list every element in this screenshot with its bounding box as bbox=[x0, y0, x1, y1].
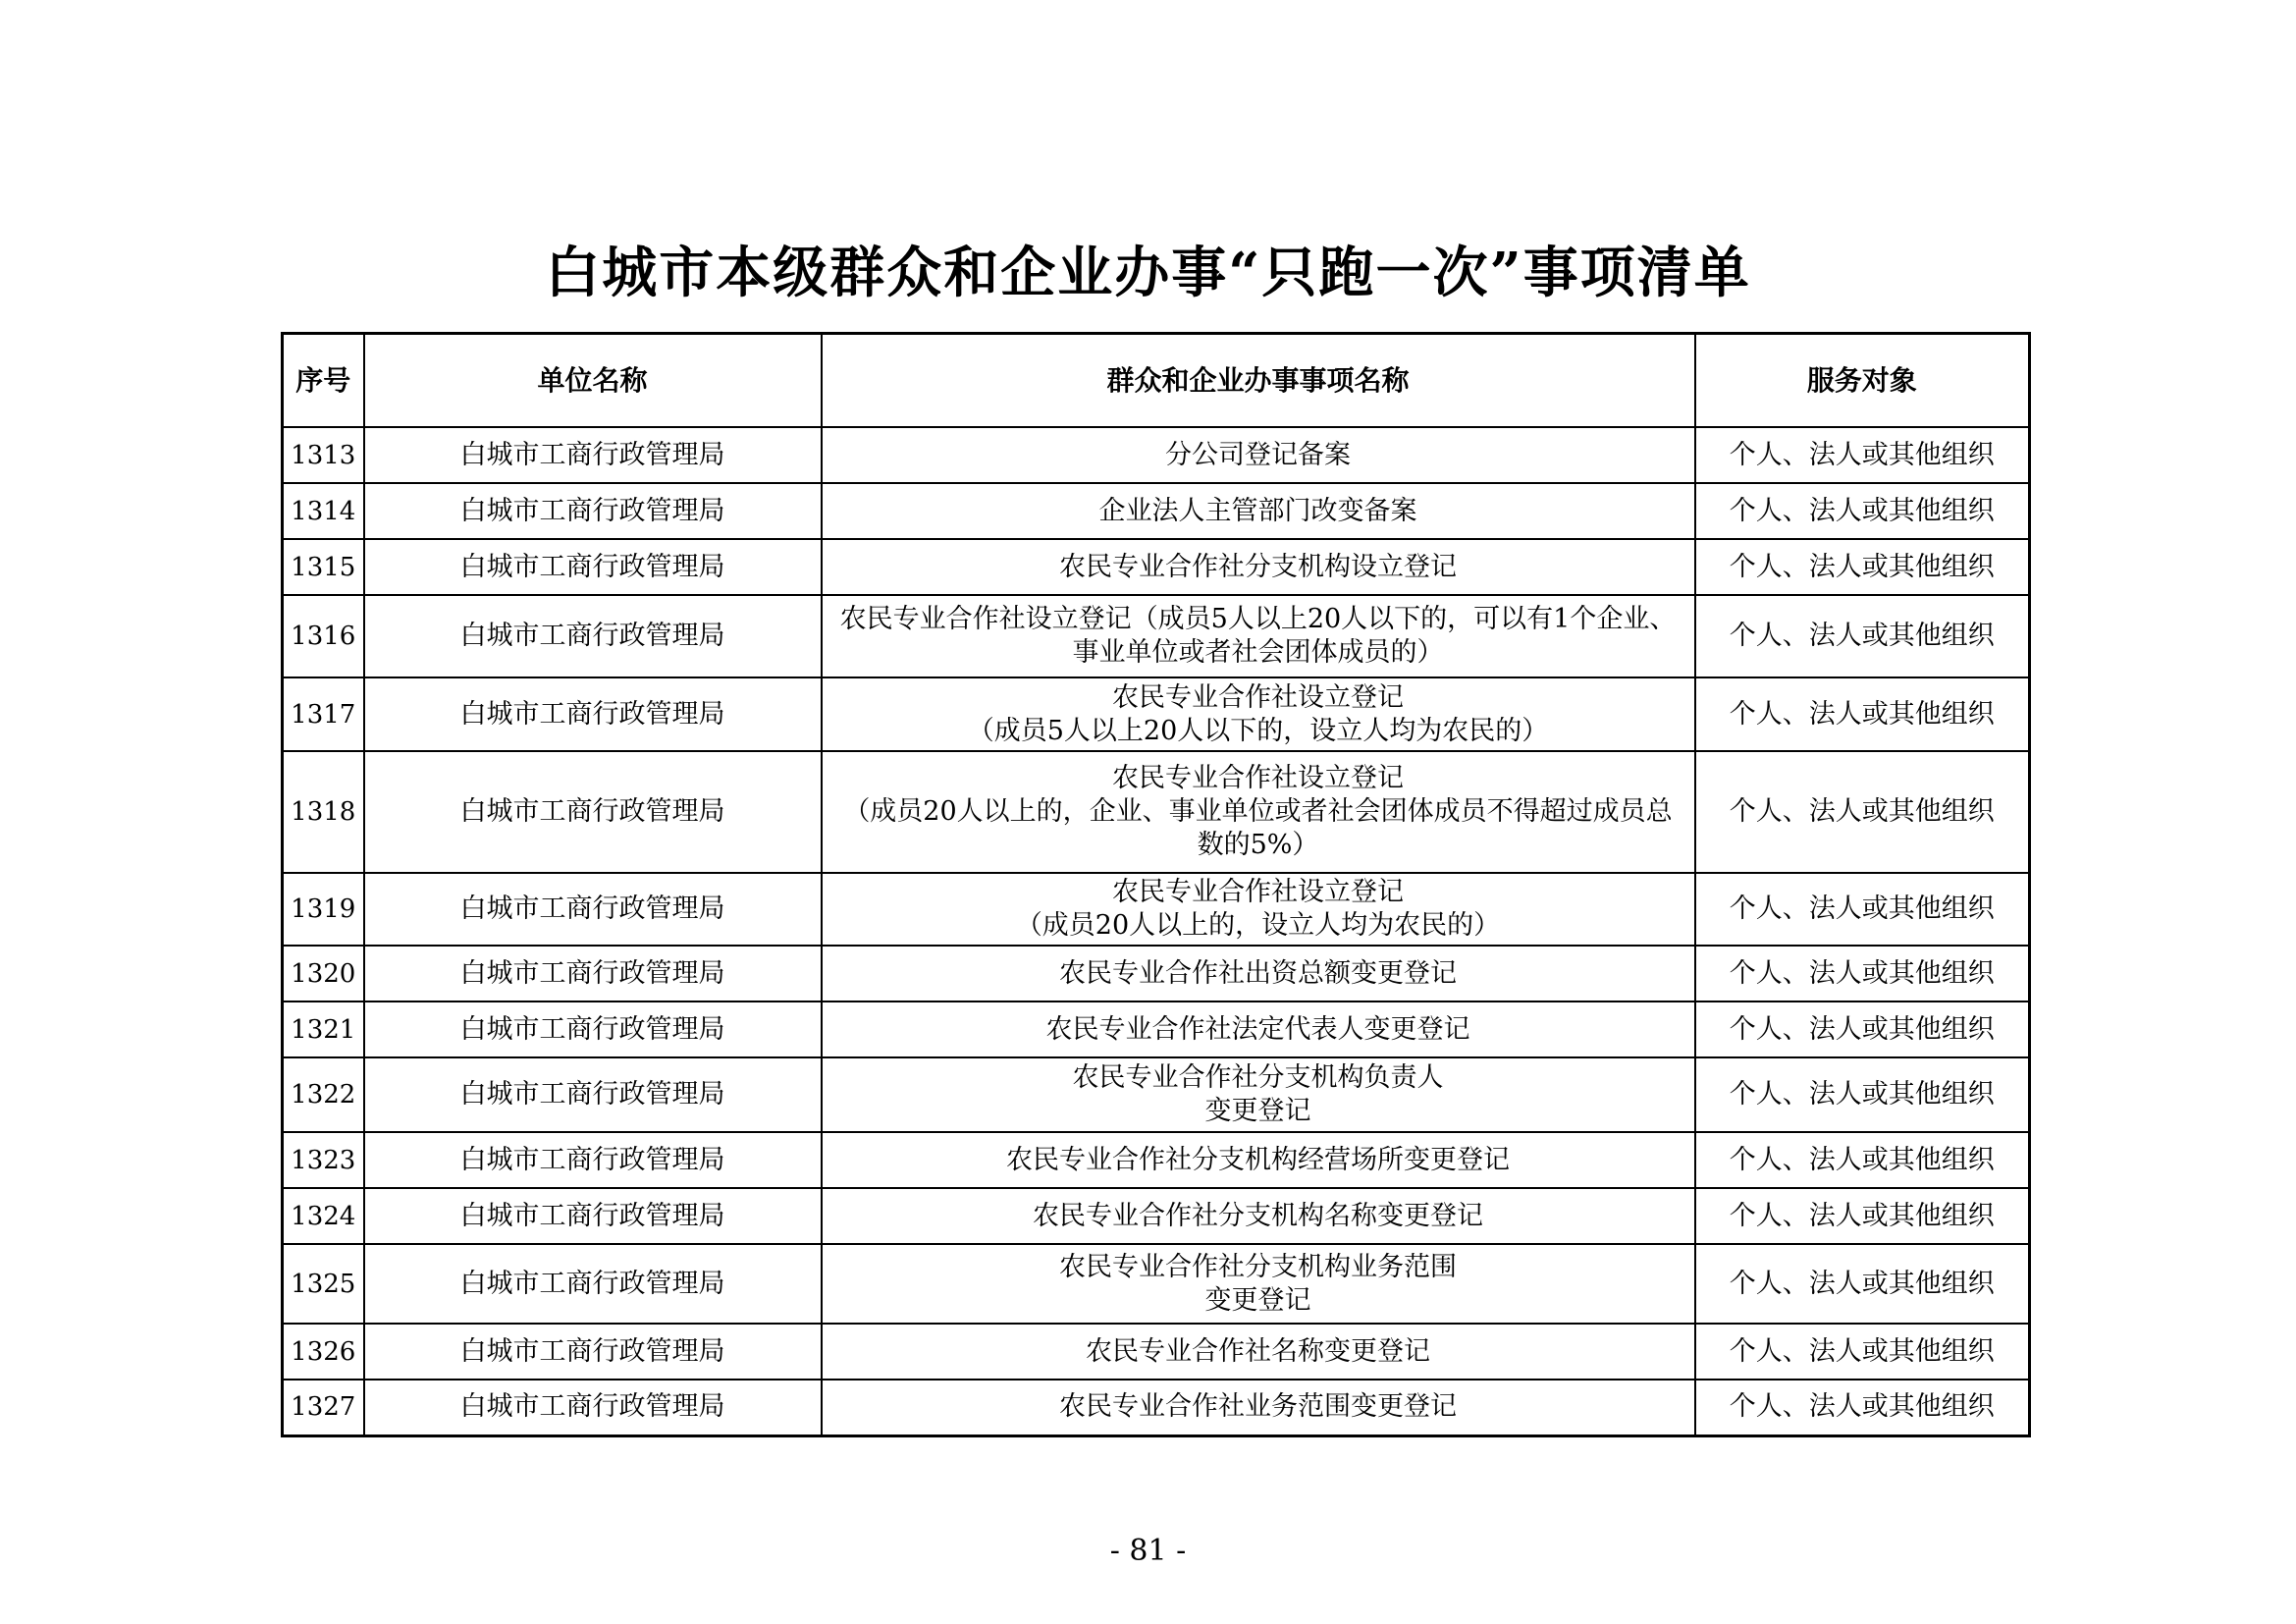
header-seq: 序号 bbox=[283, 334, 364, 428]
cell-target: 个人、法人或其他组织 bbox=[1695, 1188, 2030, 1244]
cell-target: 个人、法人或其他组织 bbox=[1695, 1057, 2030, 1132]
cell-item: 农民专业合作社分支机构经营场所变更登记 bbox=[822, 1132, 1695, 1188]
cell-item: 农民专业合作社分支机构设立登记 bbox=[822, 539, 1695, 595]
cell-target: 个人、法人或其他组织 bbox=[1695, 427, 2030, 483]
cell-item: 农民专业合作社出资总额变更登记 bbox=[822, 946, 1695, 1001]
cell-item: 农民专业合作社设立登记 （成员20人以上的，设立人均为农民的） bbox=[822, 873, 1695, 946]
cell-seq: 1317 bbox=[283, 677, 364, 751]
cell-item: 农民专业合作社分支机构名称变更登记 bbox=[822, 1188, 1695, 1244]
cell-unit: 白城市工商行政管理局 bbox=[364, 1244, 822, 1324]
cell-seq: 1314 bbox=[283, 483, 364, 539]
cell-unit: 白城市工商行政管理局 bbox=[364, 1188, 822, 1244]
cell-unit: 白城市工商行政管理局 bbox=[364, 1057, 822, 1132]
cell-item: 农民专业合作社业务范围变更登记 bbox=[822, 1380, 1695, 1435]
table-header-row bbox=[283, 334, 2030, 428]
table-row bbox=[283, 427, 2030, 483]
cell-item: 企业法人主管部门改变备案 bbox=[822, 483, 1695, 539]
cell-unit: 白城市工商行政管理局 bbox=[364, 483, 822, 539]
table-row bbox=[283, 946, 2030, 1001]
page-number: - 81 - bbox=[1109, 1534, 1187, 1568]
cell-unit: 白城市工商行政管理局 bbox=[364, 1132, 822, 1188]
cell-item: 农民专业合作社分支机构业务范围 变更登记 bbox=[822, 1244, 1695, 1324]
items-table bbox=[281, 332, 2031, 1437]
cell-unit: 白城市工商行政管理局 bbox=[364, 946, 822, 1001]
cell-seq: 1325 bbox=[283, 1244, 364, 1324]
cell-seq: 1320 bbox=[283, 946, 364, 1001]
cell-seq: 1323 bbox=[283, 1132, 364, 1188]
cell-seq: 1324 bbox=[283, 1188, 364, 1244]
table-row bbox=[283, 595, 2030, 677]
table-row bbox=[283, 1001, 2030, 1057]
cell-target: 个人、法人或其他组织 bbox=[1695, 483, 2030, 539]
table-row bbox=[283, 873, 2030, 946]
cell-target: 个人、法人或其他组织 bbox=[1695, 539, 2030, 595]
table-row bbox=[283, 1057, 2030, 1132]
cell-seq: 1316 bbox=[283, 595, 364, 677]
cell-item: 农民专业合作社设立登记 （成员5人以上20人以下的，设立人均为农民的） bbox=[822, 677, 1695, 751]
cell-item: 农民专业合作社设立登记（成员5人以上20人以下的，可以有1个企业、 事业单位或者社会团体成员的） bbox=[822, 595, 1695, 677]
cell-target: 个人、法人或其他组织 bbox=[1695, 1244, 2030, 1324]
table-row bbox=[283, 677, 2030, 751]
cell-unit: 白城市工商行政管理局 bbox=[364, 1380, 822, 1435]
cell-seq: 1327 bbox=[283, 1380, 364, 1435]
cell-target: 个人、法人或其他组织 bbox=[1695, 1324, 2030, 1380]
cell-unit: 白城市工商行政管理局 bbox=[364, 595, 822, 677]
cell-target: 个人、法人或其他组织 bbox=[1695, 946, 2030, 1001]
cell-unit: 白城市工商行政管理局 bbox=[364, 539, 822, 595]
table-row bbox=[283, 1380, 2030, 1435]
cell-seq: 1313 bbox=[283, 427, 364, 483]
header-target: 服务对象 bbox=[1695, 334, 2030, 428]
cell-unit: 白城市工商行政管理局 bbox=[364, 427, 822, 483]
cell-seq: 1315 bbox=[283, 539, 364, 595]
header-item: 群众和企业办事事项名称 bbox=[822, 334, 1695, 428]
cell-seq: 1326 bbox=[283, 1324, 364, 1380]
cell-unit: 白城市工商行政管理局 bbox=[364, 1324, 822, 1380]
cell-target: 个人、法人或其他组织 bbox=[1695, 1380, 2030, 1435]
cell-target: 个人、法人或其他组织 bbox=[1695, 1001, 2030, 1057]
table-row bbox=[283, 751, 2030, 873]
cell-unit: 白城市工商行政管理局 bbox=[364, 873, 822, 946]
cell-target: 个人、法人或其他组织 bbox=[1695, 1132, 2030, 1188]
cell-target: 个人、法人或其他组织 bbox=[1695, 751, 2030, 873]
table-row bbox=[283, 1188, 2030, 1244]
table-row bbox=[283, 539, 2030, 595]
cell-unit: 白城市工商行政管理局 bbox=[364, 1001, 822, 1057]
cell-seq: 1321 bbox=[283, 1001, 364, 1057]
cell-seq: 1322 bbox=[283, 1057, 364, 1132]
page-title: 白城市本级群众和企业办事“只跑一次”事项清单 bbox=[545, 241, 1751, 305]
cell-unit: 白城市工商行政管理局 bbox=[364, 677, 822, 751]
cell-seq: 1319 bbox=[283, 873, 364, 946]
cell-unit: 白城市工商行政管理局 bbox=[364, 751, 822, 873]
cell-target: 个人、法人或其他组织 bbox=[1695, 595, 2030, 677]
table-row bbox=[283, 1244, 2030, 1324]
table-row bbox=[283, 1132, 2030, 1188]
cell-target: 个人、法人或其他组织 bbox=[1695, 677, 2030, 751]
cell-seq: 1318 bbox=[283, 751, 364, 873]
cell-target: 个人、法人或其他组织 bbox=[1695, 873, 2030, 946]
cell-item: 农民专业合作社分支机构负责人 变更登记 bbox=[822, 1057, 1695, 1132]
table-row bbox=[283, 1324, 2030, 1380]
header-unit: 单位名称 bbox=[364, 334, 822, 428]
cell-item: 分公司登记备案 bbox=[822, 427, 1695, 483]
cell-item: 农民专业合作社设立登记 （成员20人以上的，企业、事业单位或者社会团体成员不得超过成员总 数的5%） bbox=[822, 751, 1695, 873]
table-row bbox=[283, 483, 2030, 539]
cell-item: 农民专业合作社名称变更登记 bbox=[822, 1324, 1695, 1380]
cell-item: 农民专业合作社法定代表人变更登记 bbox=[822, 1001, 1695, 1057]
